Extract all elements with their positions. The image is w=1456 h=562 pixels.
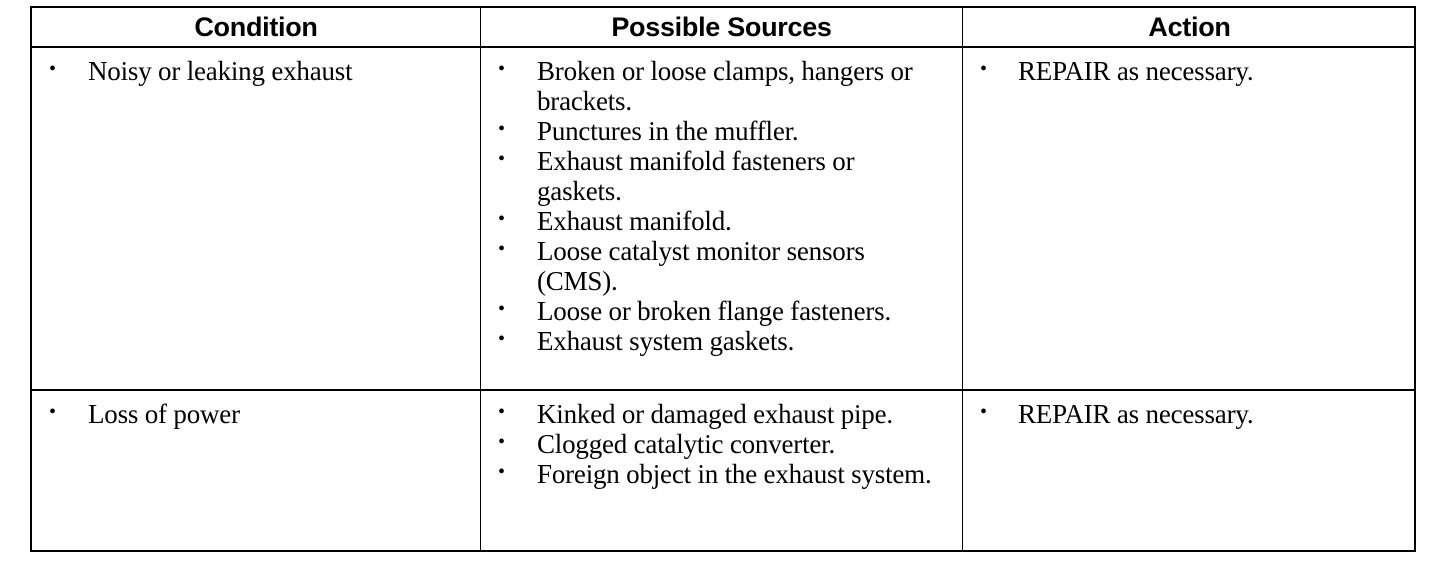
bullet-icon: • — [498, 238, 505, 260]
list-item: • Loss of power — [49, 399, 240, 429]
action-list — [963, 48, 1416, 86]
bullet-icon: • — [498, 58, 505, 80]
bullet-icon: • — [980, 401, 987, 423]
row-2-action-cell — [963, 391, 1416, 550]
row-1-sources-cell — [481, 48, 963, 391]
header-condition: Condition — [32, 8, 481, 48]
header-action: Action — [963, 8, 1416, 48]
list-item: • Noisy or leaking exhaust — [49, 56, 353, 86]
list-item: • Broken or loose clamps, hangers or brackets. — [498, 56, 913, 116]
bullet-icon: • — [49, 58, 56, 80]
list-item: • Exhaust manifold. — [498, 206, 732, 236]
list-item: • Kinked or damaged exhaust pipe. — [498, 399, 893, 429]
bullet-icon: • — [980, 58, 987, 80]
list-item: • Loose catalyst monitor sensors (CMS). — [498, 236, 865, 296]
sources-list — [481, 48, 962, 356]
bullet-icon: • — [498, 118, 505, 140]
row-2-condition-cell — [32, 391, 481, 550]
bullet-icon: • — [498, 328, 505, 350]
row-1-action-cell — [963, 48, 1416, 391]
condition-list — [32, 391, 480, 429]
list-item: • Exhaust manifold fasteners or gaskets. — [498, 146, 855, 206]
bullet-icon: • — [498, 208, 505, 230]
list-item: • Exhaust system gaskets. — [498, 326, 795, 356]
list-item: • Loose or broken flange fasteners. — [498, 296, 892, 326]
list-item: • Punctures in the muffler. — [498, 116, 799, 146]
bullet-icon: • — [498, 298, 505, 320]
action-list — [963, 391, 1416, 429]
list-item: • REPAIR as necessary. — [980, 56, 1254, 86]
sources-list — [481, 391, 962, 489]
bullet-icon: • — [498, 148, 505, 170]
list-item: • Clogged catalytic converter. — [498, 429, 836, 459]
bullet-icon: • — [498, 431, 505, 453]
bullet-icon: • — [498, 401, 505, 423]
row-1-condition-cell — [32, 48, 481, 391]
list-item: • REPAIR as necessary. — [980, 399, 1254, 429]
row-2-sources-cell — [481, 391, 963, 550]
bullet-icon: • — [498, 461, 505, 483]
condition-list — [32, 48, 480, 86]
bullet-icon: • — [49, 401, 56, 423]
list-item: • Foreign object in the exhaust system. — [498, 459, 932, 489]
header-possible-sources: Possible Sources — [481, 8, 963, 48]
diagnosis-table — [30, 6, 1416, 552]
